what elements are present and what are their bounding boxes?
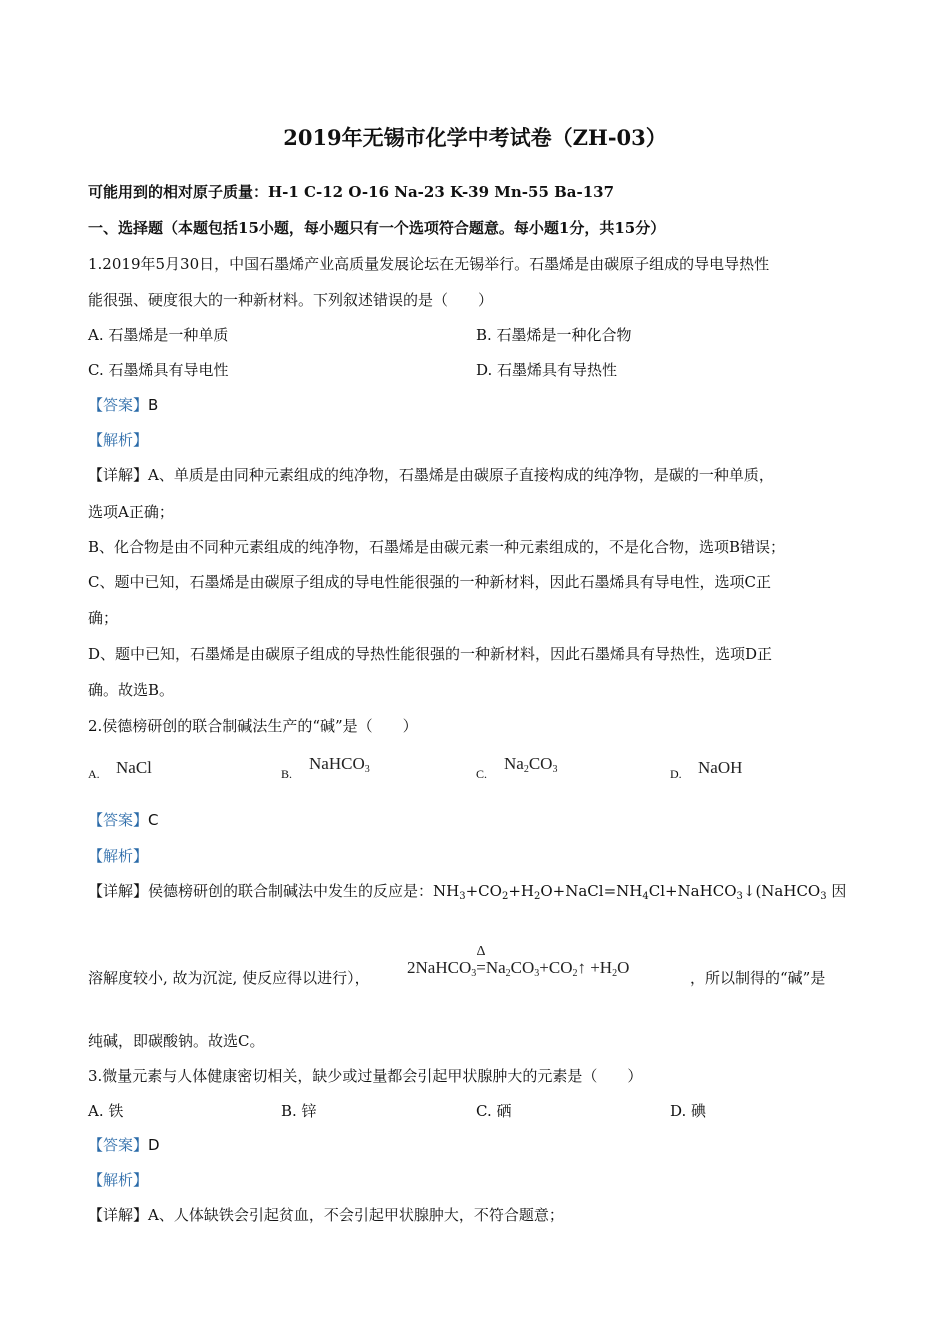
- q3-answer: 【答案】D: [88, 1136, 160, 1154]
- q3-option-c: C. 硒: [476, 1102, 512, 1120]
- q1-detail-line5: 确；: [88, 609, 119, 627]
- answer-label: 【答案】: [88, 396, 149, 414]
- q1-analysis-label: 【解析】: [88, 431, 149, 449]
- q1-stem-line2: 能很强、硬度很大的一种新材料。下列叙述错误的是（ ）: [88, 291, 494, 309]
- atomic-masses: 可能用到的相对原子质量：H-1 C-12 O-16 Na-23 K-39 Mn-55 Ba-137: [88, 183, 615, 201]
- q1-answer: [88, 395, 158, 415]
- q3-option-d: D. 碘: [670, 1102, 707, 1120]
- q1-detail-line4: C、题中已知，石墨烯是由碳原子组成的导电性能很强的一种新材料，因此石墨烯具有导电性，选项C正: [88, 573, 771, 591]
- q1-option-c: C. 石墨烯具有导电性: [88, 361, 229, 379]
- q1-detail-line3: B、化合物是由不同种元素组成的纯净物，石墨烯是由碳元素一种元素组成的，不是化合物，选项B错误；: [88, 538, 786, 556]
- q1-detail-line6: D、题中已知，石墨烯是由碳原子组成的导热性能很强的一种新材料，因此石墨烯具有导热性，选项D正: [88, 645, 773, 663]
- q2-detail-line3: 纯碱，即碳酸钠。故选C。: [88, 1032, 265, 1050]
- q3-option-a: A. 铁: [88, 1102, 124, 1120]
- q2-detail-line2-prefix: 溶解度较小, 故为沉淀, 使反应得以进行），: [88, 969, 370, 987]
- q3-detail-line1: 【详解】A、人体缺铁会引起贫血，不会引起甲状腺肿大，不符合题意；: [88, 1206, 564, 1224]
- q2-option-a-letter: A.: [88, 767, 100, 781]
- q1-answer-value: B: [148, 396, 159, 414]
- q2-option-b-letter: B.: [281, 767, 293, 781]
- q2-answer: 【答案】C: [88, 811, 159, 829]
- q2-detail-line2-suffix: ，所以制得的“碱”是: [690, 969, 826, 987]
- reaction-equation: 2NaHCO$_3$ Δ $=Na_2CO_3+CO_2↑ +H_2O$: [407, 944, 630, 979]
- heat-equals-sign: Δ =: [476, 944, 486, 977]
- q2-option-d-letter: D.: [670, 767, 682, 781]
- q1-detail-line1: 【详解】A、单质是由同种元素组成的纯净物，石墨烯是由碳原子直接构成的纯净物，是碳的一种单质，: [88, 466, 774, 484]
- q3-option-b: B. 锌: [281, 1102, 317, 1120]
- q1-stem-line1: 1.2019年5月30日，中国石墨烯产业高质量发展论坛在无锡举行。石墨烯是由碳原子组成的导电导热性: [88, 255, 770, 273]
- q2-answer-value: C: [148, 811, 159, 829]
- q1-option-b: B. 石墨烯是一种化合物: [476, 326, 632, 344]
- q2-option-c-letter: C.: [476, 767, 488, 781]
- q2-detail-line1: 【详解】侯德榜研创的联合制碱法中发生的反应是：$NH_3+CO_2+H_2O+NaCl=NH_4Cl+NaHCO_3↓(NaHCO_3$ 因: [88, 882, 847, 902]
- q3-answer-value: D: [148, 1136, 160, 1154]
- q2-option-a-formula: NaCl: [116, 758, 152, 777]
- q3-analysis-label: 【解析】: [88, 1171, 149, 1189]
- q1-detail-line2: 选项A正确；: [88, 503, 174, 521]
- detail-label: 【详解】: [88, 466, 149, 484]
- section-heading: 一、选择题（本题包括15小题，每小题只有一个选项符合题意。每小题1分，共15分）: [88, 219, 666, 237]
- page-title: 2019年无锡市化学中考试卷（ZH-03）: [283, 125, 667, 150]
- q2-option-d-formula: NaOH: [698, 758, 743, 777]
- q2-option-c-formula: $Na_2CO_3$: [504, 754, 558, 775]
- q1-option-d: D. 石墨烯具有导热性: [476, 361, 618, 379]
- q1-detail-line7: 确。故选B。: [88, 681, 175, 699]
- q1-option-a: A. 石墨烯是一种单质: [88, 326, 229, 344]
- q2-stem: 2.侯德榜研创的联合制碱法生产的“碱”是（ ）: [88, 717, 418, 735]
- q2-analysis-label: 【解析】: [88, 847, 149, 865]
- q2-option-b-formula: NaHCO$_3$: [309, 754, 370, 775]
- q3-stem: 3.微量元素与人体健康密切相关，缺少或过量都会引起甲状腺肿大的元素是（ ）: [88, 1067, 643, 1085]
